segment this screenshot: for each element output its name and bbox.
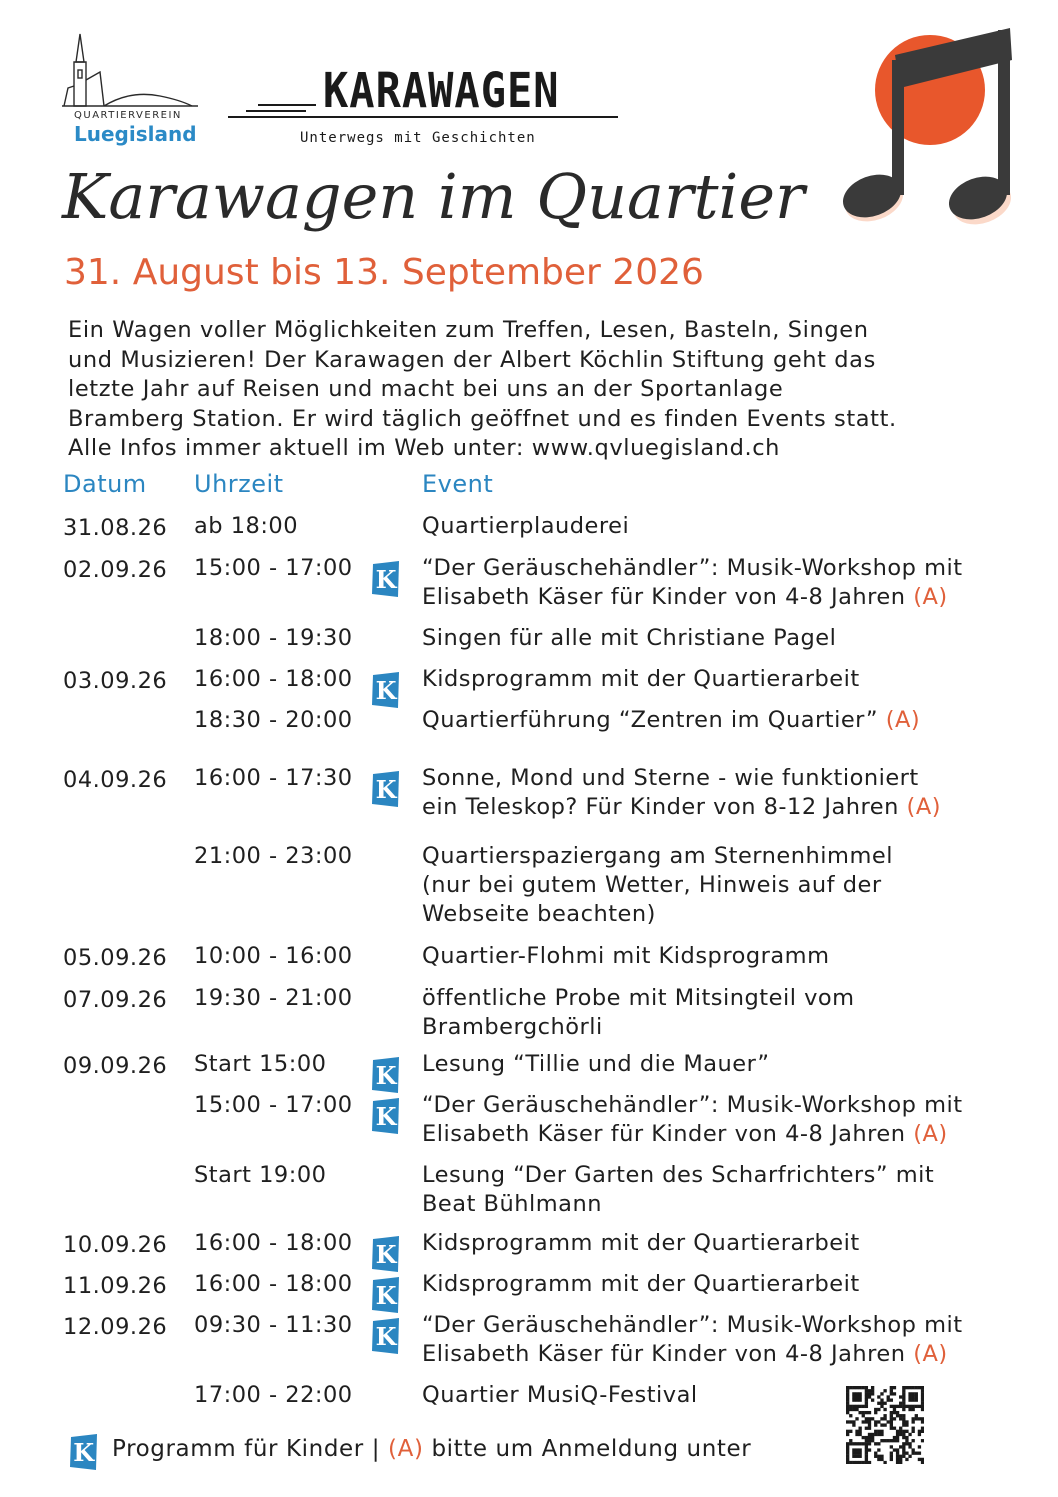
row-time: 10:00 - 16:00 (194, 943, 353, 969)
row-time: Start 19:00 (194, 1162, 327, 1188)
intro-text (68, 316, 1028, 464)
event-line (422, 900, 893, 929)
event-text: “Der Geräuschehändler”: Musik-Workshop mit (422, 555, 963, 581)
row-date: 03.09.26 (63, 668, 168, 694)
header-date: Datum (63, 470, 147, 498)
karawagen-title: KARAWAGEN (323, 62, 560, 119)
intro-line: Ein Wagen voller Möglichkeiten zum Treffen, Lesen, Basteln, Singen (68, 317, 869, 343)
event-line (422, 1229, 860, 1258)
row-time: 16:00 - 17:30 (194, 765, 353, 791)
date-range: 31. August bis 13. September 2026 (64, 252, 704, 293)
event-text: (nur bei gutem Wetter, Hinweis auf der (422, 872, 882, 898)
event-line (422, 624, 836, 653)
kids-k-icon (372, 1236, 400, 1272)
row-date: 07.09.26 (63, 987, 168, 1013)
anmeldung-mark: (A) (913, 1121, 948, 1147)
row-event (422, 706, 920, 735)
event-text: Lesung “Tillie und die Mauer” (422, 1051, 770, 1077)
row-event (422, 1091, 963, 1149)
event-line (422, 554, 963, 583)
church-tower-icon (60, 30, 200, 110)
event-line (422, 984, 855, 1013)
row-date: 31.08.26 (63, 515, 168, 541)
row-time: 21:00 - 23:00 (194, 843, 353, 869)
event-line (422, 942, 830, 971)
event-text: ein Teleskop? Für Kinder von 8-12 Jahren (422, 794, 899, 820)
event-text: Singen für alle mit Christiane Pagel (422, 625, 837, 651)
event-text: öffentliche Probe mit Mitsingteil vom (422, 985, 855, 1011)
row-date: 12.09.26 (63, 1314, 168, 1340)
row-date: 11.09.26 (63, 1273, 168, 1299)
event-text: Elisabeth Käser für Kinder von 4-8 Jahren (422, 1341, 906, 1367)
event-line (422, 1161, 934, 1190)
logo-line (246, 110, 306, 112)
event-text: Quartier-Flohmi mit Kidsprogramm (422, 943, 830, 969)
row-event (422, 624, 836, 653)
event-text: Beat Bühlmann (422, 1191, 602, 1217)
event-line (422, 1311, 963, 1340)
row-event (422, 1161, 934, 1219)
page-title: Karawagen im Quartier (62, 160, 805, 233)
quartierverein-name: Luegisland (74, 122, 197, 146)
event-line (422, 1270, 860, 1299)
row-event (422, 842, 893, 929)
row-event (422, 1229, 860, 1258)
event-text: Kidsprogramm mit der Quartierarbeit (422, 1271, 860, 1297)
row-date: 09.09.26 (63, 1053, 168, 1079)
svg-text:K: K (375, 1240, 397, 1269)
svg-text:K: K (375, 1322, 397, 1351)
intro-line: und Musizieren! Der Karawagen der Albert Köchlin Stiftung geht das (68, 346, 876, 373)
row-time: 17:00 - 22:00 (194, 1382, 353, 1408)
event-line (422, 583, 963, 612)
header-time: Uhrzeit (194, 470, 284, 498)
karawagen-subtitle: Unterwegs mit Geschichten (300, 130, 536, 146)
event-text: Quartier MusiQ-Festival (422, 1382, 698, 1408)
quartierverein-label: QUARTIERVEREIN (74, 110, 182, 121)
anmeldung-mark: (A) (913, 584, 948, 610)
event-text: Elisabeth Käser für Kinder von 4-8 Jahren (422, 1121, 906, 1147)
event-line (422, 512, 629, 541)
event-text: Kidsprogramm mit der Quartierarbeit (422, 1230, 860, 1256)
karawagen-logo (228, 58, 618, 153)
event-line (422, 1340, 963, 1369)
event-line (422, 871, 893, 900)
music-note-icon (840, 20, 1040, 250)
event-text: “Der Geräuschehändler”: Musik-Workshop mit (422, 1312, 963, 1338)
row-time: 18:00 - 19:30 (194, 625, 353, 651)
row-time: 16:00 - 18:00 (194, 1271, 353, 1297)
svg-text:K: K (375, 676, 397, 705)
row-time: 19:30 - 21:00 (194, 985, 353, 1011)
event-line (422, 1050, 770, 1079)
kids-k-icon (372, 771, 400, 807)
kids-k-icon (372, 1318, 400, 1354)
event-text: Elisabeth Käser für Kinder von 4-8 Jahren (422, 584, 906, 610)
row-event (422, 764, 941, 822)
kids-k-icon (372, 672, 400, 708)
event-line (422, 1013, 855, 1042)
event-text: “Der Geräuschehändler”: Musik-Workshop mit (422, 1092, 963, 1118)
event-text: Quartierplauderei (422, 513, 630, 539)
row-event (422, 554, 963, 612)
event-text: Webseite beachten) (422, 901, 656, 927)
anmeldung-mark: (A) (913, 1341, 948, 1367)
svg-text:K: K (375, 1281, 397, 1310)
footer-anmeldung-label: bitte um Anmeldung unter (431, 1436, 752, 1462)
event-line (422, 1190, 934, 1219)
svg-text:K: K (375, 1102, 397, 1131)
quartierverein-logo (60, 30, 200, 155)
event-text: Brambergchörli (422, 1014, 603, 1040)
event-line (422, 665, 860, 694)
svg-text:K: K (73, 1438, 95, 1467)
kids-k-icon (70, 1434, 98, 1476)
anmeldung-mark: (A) (885, 707, 921, 733)
event-text: Kidsprogramm mit der Quartierarbeit (422, 666, 860, 692)
event-line (422, 842, 893, 871)
event-line (422, 793, 941, 822)
row-time: 15:00 - 17:00 (194, 555, 353, 581)
event-line (422, 1091, 963, 1120)
svg-text:K: K (375, 775, 397, 804)
intro-line: letzte Jahr auf Reisen und macht bei uns an der Sportanlage (68, 376, 784, 402)
anmeldung-mark: (A) (906, 794, 941, 820)
row-time: 09:30 - 11:30 (194, 1312, 353, 1338)
row-event (422, 1381, 698, 1410)
event-line (422, 764, 941, 793)
kids-k-icon (372, 1277, 400, 1313)
footer-kids-label: Programm für Kinder | (112, 1436, 381, 1462)
header-event: Event (422, 470, 494, 498)
row-event (422, 942, 830, 971)
kids-k-icon (372, 1098, 400, 1134)
row-time: 16:00 - 18:00 (194, 1230, 353, 1256)
row-date: 05.09.26 (63, 945, 168, 971)
row-event (422, 1311, 963, 1369)
row-time: 16:00 - 18:00 (194, 666, 353, 692)
event-line (422, 1120, 963, 1149)
row-time: 15:00 - 17:00 (194, 1092, 353, 1118)
qr-code-icon[interactable] (846, 1386, 924, 1464)
logo-line (258, 104, 316, 106)
footer-anmeldung-mark: (A) (388, 1436, 424, 1462)
row-date: 04.09.26 (63, 767, 168, 793)
intro-line: Alle Infos immer aktuell im Web unter: www.qvluegisland.ch (68, 435, 781, 461)
row-event (422, 512, 629, 541)
row-date: 10.09.26 (63, 1232, 168, 1258)
row-date: 02.09.26 (63, 557, 168, 583)
row-event (422, 1270, 860, 1299)
event-text: Quartierspaziergang am Sternenhimmel (422, 843, 893, 869)
kids-k-icon (372, 1057, 400, 1093)
row-event (422, 1050, 770, 1079)
row-time: Start 15:00 (194, 1051, 327, 1077)
event-line (422, 1381, 698, 1410)
row-event (422, 984, 855, 1042)
svg-text:K: K (375, 1061, 397, 1090)
row-time: 18:30 - 20:00 (194, 707, 353, 733)
event-text: Quartierführung “Zentren im Quartier” (422, 707, 879, 733)
intro-line: Bramberg Station. Er wird täglich geöffnet und es finden Events statt. (68, 405, 897, 432)
event-text: Sonne, Mond und Sterne - wie funktioniert (422, 765, 919, 791)
event-line (422, 706, 920, 735)
row-event (422, 665, 860, 694)
kids-k-icon (372, 561, 400, 597)
footer-text (112, 1436, 751, 1462)
svg-text:K: K (375, 565, 397, 594)
row-time: ab 18:00 (194, 513, 299, 539)
event-text: Lesung “Der Garten des Scharfrichters” mit (422, 1162, 935, 1188)
